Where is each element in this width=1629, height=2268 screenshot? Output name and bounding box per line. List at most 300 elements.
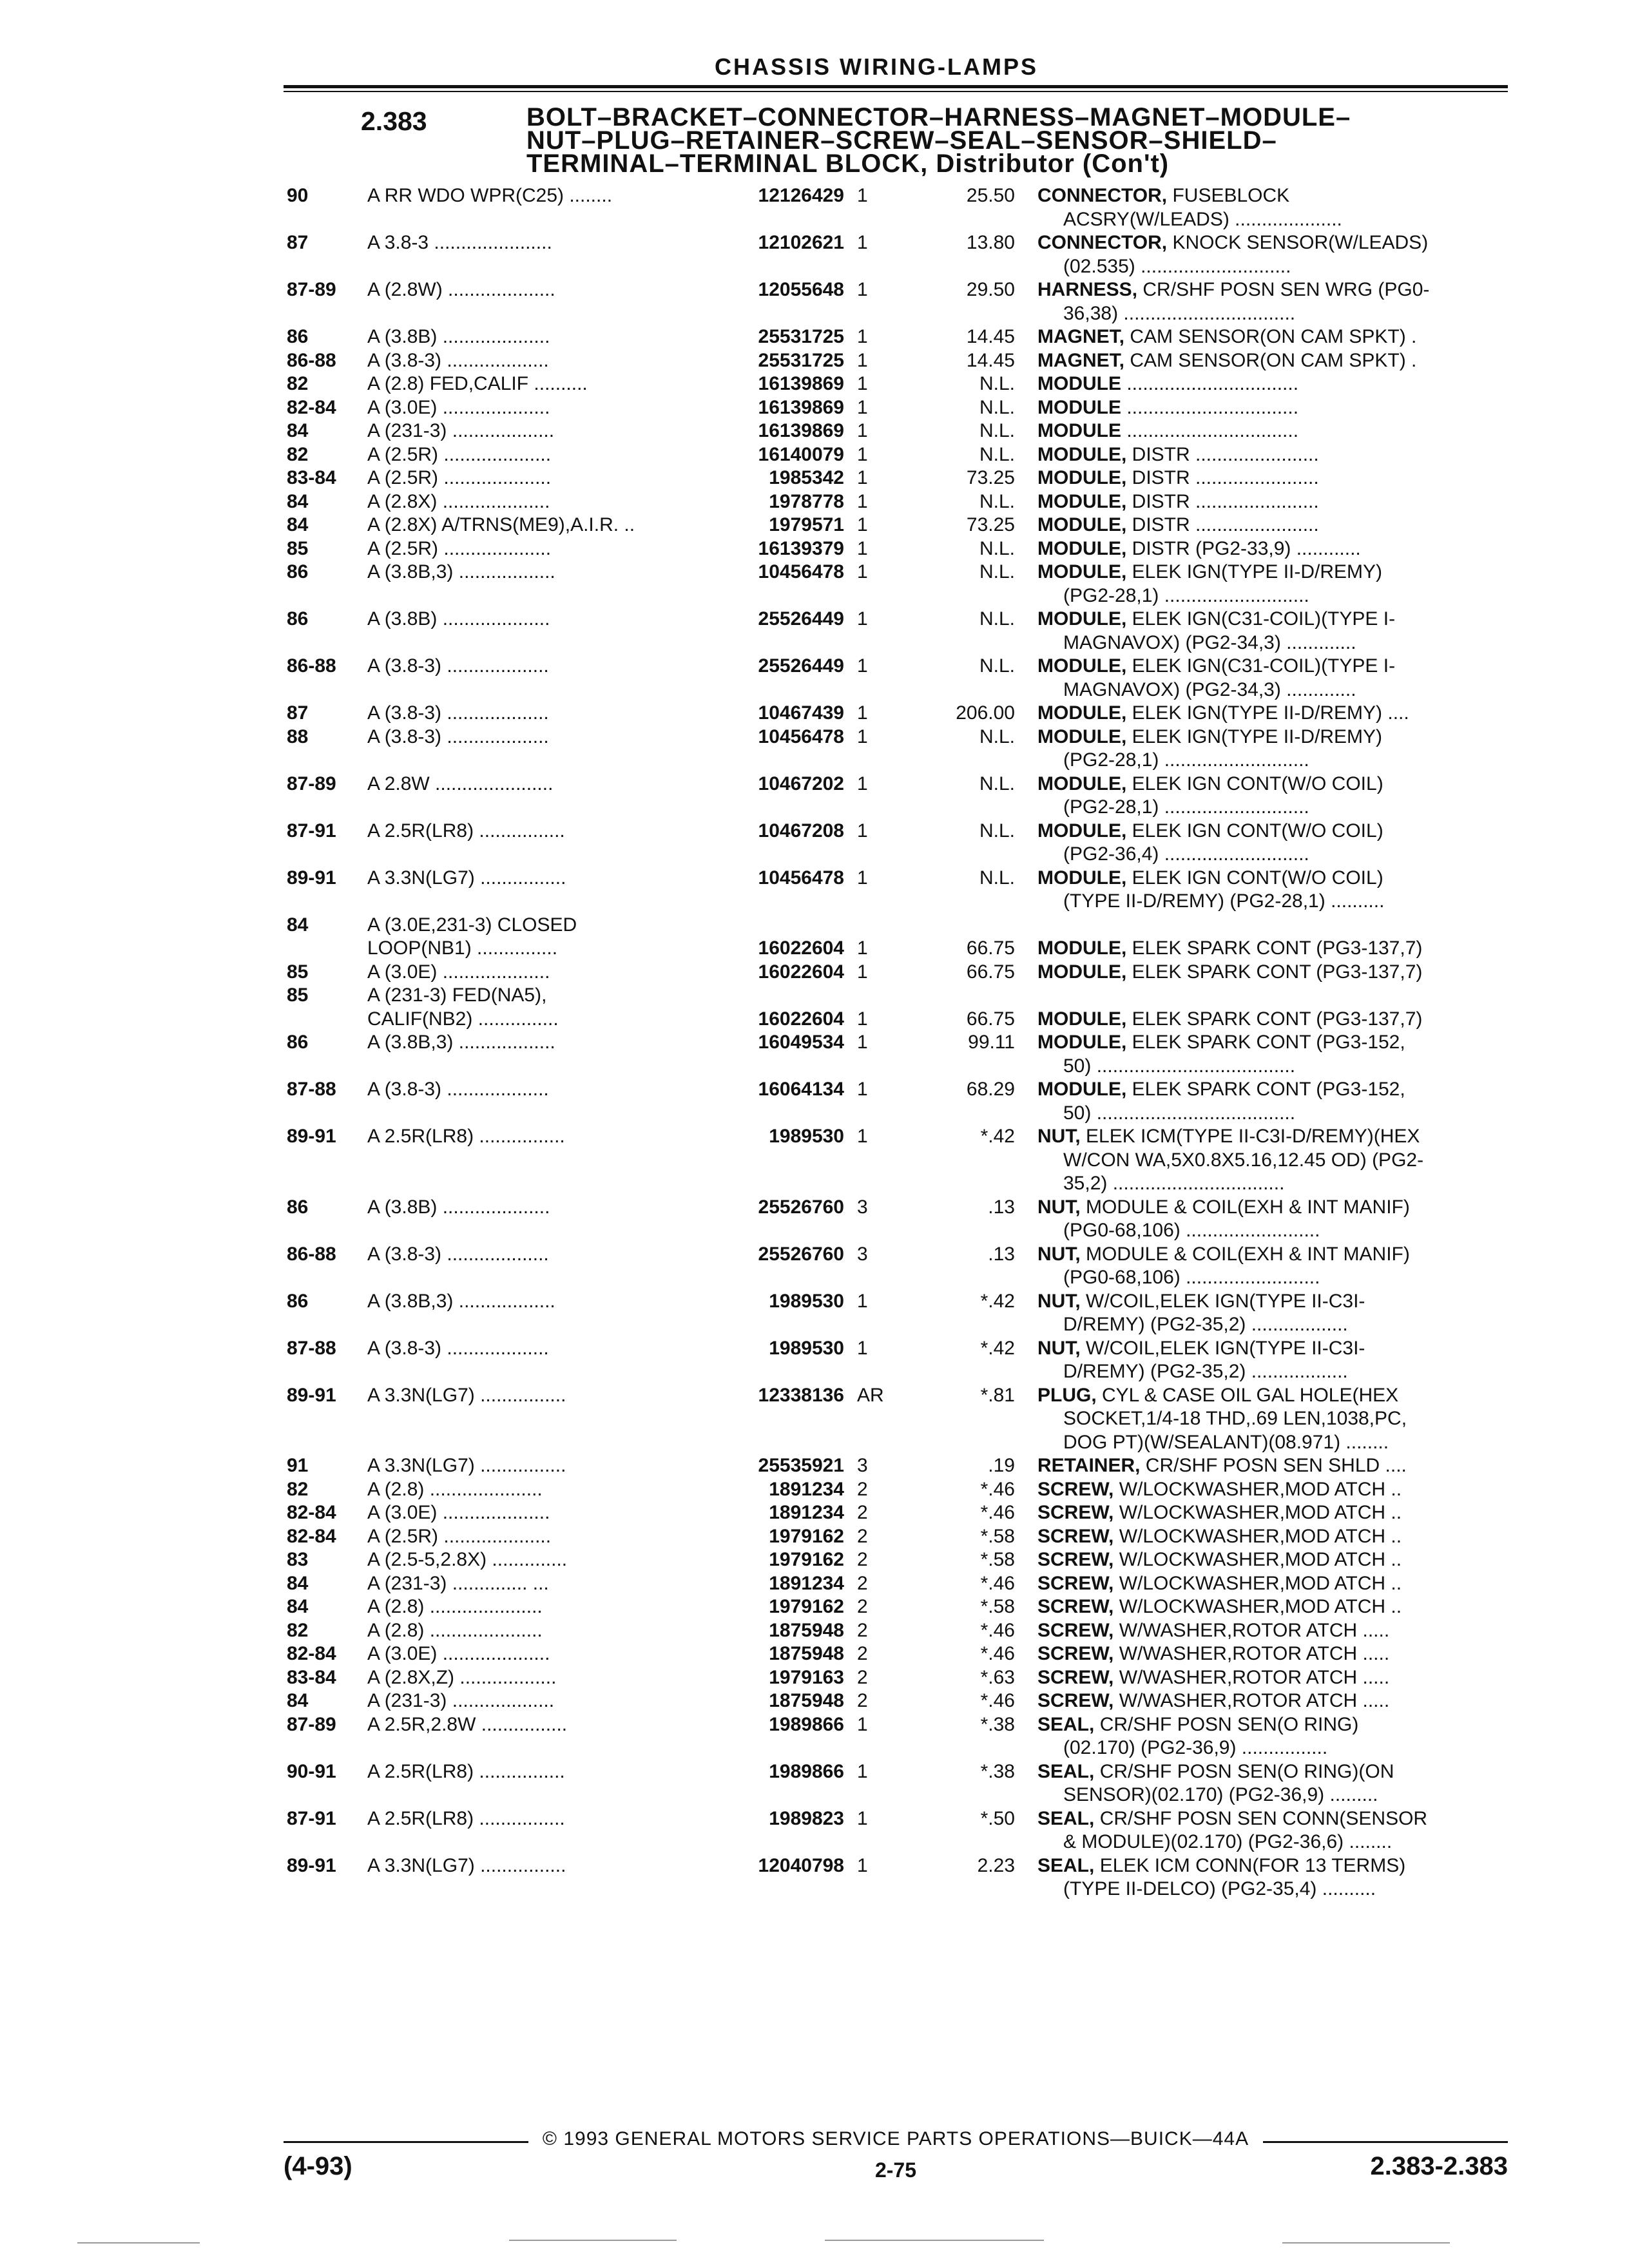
- description-text: ELEK IGN(TYPE II-D/REMY): [1126, 561, 1383, 582]
- parts-entry: [0, 1807, 1629, 1854]
- description-line: [1037, 820, 1514, 843]
- description-line: [1037, 1431, 1514, 1455]
- model-year: 86: [287, 561, 309, 582]
- quantity: 2: [857, 1549, 868, 1570]
- part-number: 1989823: [769, 1807, 844, 1829]
- part-number: 25526449: [758, 655, 844, 677]
- description-line: [1037, 1243, 1514, 1267]
- part-name: MODULE,: [1037, 561, 1127, 582]
- description-text: 50) .....................................: [1063, 1055, 1296, 1077]
- description: [1037, 1689, 1514, 1713]
- application: LOOP(NB1) ...............: [367, 937, 558, 959]
- application: A (3.8-3) ...................: [367, 726, 549, 747]
- description-line: [1037, 184, 1514, 208]
- part-name: SCREW,: [1037, 1502, 1114, 1523]
- quantity: 2: [857, 1666, 868, 1688]
- quantity: 1: [857, 537, 868, 559]
- price: 73.25: [966, 467, 1015, 488]
- description-line: [1037, 1831, 1514, 1854]
- description-text: ................................: [1121, 373, 1299, 394]
- model-year: 82: [287, 1619, 309, 1641]
- application: A (2.5R) ....................: [367, 537, 552, 559]
- description-line: [1037, 1689, 1514, 1713]
- part-number: 1875948: [769, 1619, 844, 1641]
- description-line: [1037, 1313, 1514, 1337]
- description-line: [1037, 1807, 1514, 1831]
- description-line: [1037, 584, 1514, 608]
- part-number: 16139869: [758, 373, 844, 394]
- description-line: [1037, 655, 1514, 678]
- application: A 3.3N(LG7) ................: [367, 867, 566, 889]
- description-line: [1037, 678, 1514, 702]
- part-number: 25526760: [758, 1243, 844, 1265]
- description-line: [1037, 1219, 1514, 1243]
- price: 14.45: [966, 326, 1015, 347]
- description-line: [1037, 1760, 1514, 1784]
- application: A 2.5R,2.8W ................: [367, 1713, 568, 1735]
- part-name: MODULE,: [1037, 608, 1127, 629]
- description-line: [1037, 631, 1514, 655]
- parts-entry: [0, 1501, 1629, 1525]
- price: 2.23: [977, 1854, 1015, 1876]
- quantity: 1: [857, 373, 868, 394]
- quantity: 1: [857, 1760, 868, 1782]
- price: *.46: [980, 1643, 1015, 1664]
- part-number: 1891234: [769, 1478, 844, 1500]
- description-text: DISTR .......................: [1126, 467, 1319, 488]
- part-name: MAGNET,: [1037, 326, 1124, 347]
- quantity: 1: [857, 185, 868, 206]
- description-line: [1037, 255, 1514, 279]
- part-number: 10456478: [758, 726, 844, 747]
- quantity: 2: [857, 1643, 868, 1664]
- model-year: 87-89: [287, 773, 336, 794]
- quantity: 1: [857, 773, 868, 794]
- description: [1037, 372, 1514, 396]
- application: A (3.8-3) ...................: [367, 655, 549, 677]
- description: [1037, 961, 1514, 985]
- model-year: 89-91: [287, 867, 336, 889]
- model-year: 82: [287, 1478, 309, 1500]
- parts-entry: [0, 443, 1629, 467]
- price: 25.50: [966, 185, 1015, 206]
- part-name: MODULE,: [1037, 867, 1127, 889]
- description: [1037, 325, 1514, 349]
- description-line: [1037, 890, 1514, 914]
- quantity: 1: [857, 443, 868, 465]
- part-number: 25526760: [758, 1196, 844, 1218]
- model-year: 87-89: [287, 1713, 336, 1735]
- price: *.42: [980, 1290, 1015, 1312]
- description-line: [1037, 396, 1514, 420]
- parts-entry: [0, 1454, 1629, 1478]
- description-text: MODULE & COIL(EXH & INT MANIF): [1080, 1243, 1410, 1265]
- description-line: [1037, 419, 1514, 443]
- parts-entry: [0, 1337, 1629, 1384]
- description: [1037, 820, 1514, 867]
- description-text: MAGNAVOX) (PG2-34,3) .............: [1063, 678, 1356, 700]
- quantity: 1: [857, 349, 868, 371]
- part-number: 1979163: [769, 1666, 844, 1688]
- parts-entry: [0, 231, 1629, 278]
- parts-entry: [0, 184, 1629, 231]
- parts-entry: [0, 1572, 1629, 1596]
- application: A (3.8-3) ...................: [367, 1337, 549, 1359]
- model-year: 89-91: [287, 1126, 336, 1147]
- part-name: CONNECTOR,: [1037, 185, 1168, 206]
- quantity: 1: [857, 820, 868, 841]
- price: *.46: [980, 1619, 1015, 1641]
- description: [1037, 466, 1514, 490]
- parts-entry: [0, 1478, 1629, 1502]
- description: [1037, 1713, 1514, 1760]
- quantity: 1: [857, 1713, 868, 1735]
- model-year: 85: [287, 985, 309, 1006]
- price: *.42: [980, 1337, 1015, 1359]
- price: 99.11: [968, 1032, 1015, 1053]
- description-line: [1037, 702, 1514, 726]
- description-text: MAGNAVOX) (PG2-34,3) .............: [1063, 631, 1356, 653]
- part-number: 1989530: [769, 1337, 844, 1359]
- description: [1037, 1337, 1514, 1384]
- description: [1037, 1243, 1514, 1290]
- model-year: 83: [287, 1549, 309, 1570]
- model-year: 86: [287, 1196, 309, 1218]
- footer-copyright: © 1993 GENERAL MOTORS SERVICE PARTS OPERATIONS—BUICK—44A: [542, 2128, 1249, 2149]
- model-year: 86: [287, 326, 309, 347]
- model-year: 82: [287, 443, 309, 465]
- description-line: [1037, 1595, 1514, 1619]
- description-line: [1037, 466, 1514, 490]
- model-year: 87-91: [287, 1807, 336, 1829]
- part-name: MODULE,: [1037, 655, 1127, 677]
- description-text: SOCKET,1/4-18 THD,.69 LEN,1038,PC,: [1063, 1408, 1407, 1429]
- model-year: 82-84: [287, 1643, 336, 1664]
- parts-entry: [0, 1713, 1629, 1760]
- description-text: W/CON WA,5X0.8X5.16,12.45 OD) (PG2-: [1063, 1149, 1424, 1171]
- part-name: NUT,: [1037, 1337, 1081, 1359]
- description-text: ELEK ICM(TYPE II-C3I-D/REMY)(HEX: [1080, 1126, 1420, 1147]
- price: 66.75: [966, 961, 1015, 983]
- part-name: SCREW,: [1037, 1666, 1114, 1688]
- parts-entry: [0, 1595, 1629, 1619]
- description-line: [1037, 1642, 1514, 1666]
- model-year: 84: [287, 914, 309, 936]
- part-number: 1891234: [769, 1572, 844, 1594]
- description-line: [1037, 231, 1514, 255]
- part-name: SCREW,: [1037, 1572, 1114, 1594]
- description-line: [1037, 1055, 1514, 1079]
- description: [1037, 1595, 1514, 1619]
- price: N.L.: [979, 373, 1015, 394]
- description-text: (TYPE II-DELCO) (PG2-35,4) ..........: [1063, 1878, 1376, 1899]
- description-line: [1037, 1290, 1514, 1314]
- part-name: NUT,: [1037, 1126, 1081, 1147]
- quantity: 1: [857, 279, 868, 300]
- part-name: SCREW,: [1037, 1525, 1114, 1547]
- section-title-line: NUT–PLUG–RETAINER–SCREW–SEAL–SENSOR–SHIELD–: [526, 126, 1277, 155]
- description-line: [1037, 1149, 1514, 1173]
- quantity: 2: [857, 1690, 868, 1711]
- parts-entry: [0, 773, 1629, 820]
- application: A 3.3N(LG7) ................: [367, 1455, 566, 1476]
- description-text: ELEK IGN CONT(W/O COIL): [1126, 820, 1383, 841]
- model-year: 84: [287, 1690, 309, 1711]
- price: 68.29: [966, 1079, 1015, 1100]
- application: A 3.3N(LG7) ................: [367, 1384, 566, 1406]
- application: A (231-3) FED(NA5),: [367, 985, 547, 1006]
- application: A (2.5R) ....................: [367, 467, 552, 488]
- description-text: ELEK IGN CONT(W/O COIL): [1126, 867, 1383, 889]
- description-text: W/LOCKWASHER,MOD ATCH ..: [1113, 1502, 1402, 1523]
- part-number: 16022604: [758, 937, 844, 959]
- model-year: 82-84: [287, 1525, 336, 1547]
- description: [1037, 1196, 1514, 1243]
- application: A (3.8B,3) ..................: [367, 1032, 555, 1053]
- parts-entry: [0, 349, 1629, 373]
- model-year: 87-91: [287, 820, 336, 841]
- quantity: 1: [857, 1008, 868, 1030]
- model-year: 88: [287, 726, 309, 747]
- price: *.58: [980, 1525, 1015, 1547]
- application: A (3.8B) ....................: [367, 608, 550, 629]
- part-number: 16139869: [758, 396, 844, 418]
- parts-entry: [0, 608, 1629, 655]
- part-name: CONNECTOR,: [1037, 232, 1168, 253]
- description: [1037, 1501, 1514, 1525]
- application: A 2.8W ......................: [367, 773, 554, 794]
- application: A (3.8-3) ...................: [367, 1079, 549, 1100]
- application: A 2.5R(LR8) ................: [367, 1760, 565, 1782]
- model-year: 84: [287, 1596, 309, 1617]
- description-text: (PG0-68,106) .........................: [1063, 1267, 1320, 1288]
- model-year: 85: [287, 537, 309, 559]
- description-text: D/REMY) (PG2-35,2) ..................: [1063, 1361, 1348, 1382]
- page-title: CHASSIS WIRING-LAMPS: [714, 53, 1038, 80]
- part-name: HARNESS,: [1037, 279, 1138, 300]
- description-text: ................................: [1121, 396, 1299, 418]
- footer-rule-right: [1263, 2141, 1508, 2143]
- price: N.L.: [979, 608, 1015, 629]
- description: [1037, 1031, 1514, 1078]
- application: A 3.3N(LG7) ................: [367, 1854, 566, 1876]
- description: [1037, 1572, 1514, 1596]
- description-line: [1037, 1196, 1514, 1220]
- price: N.L.: [979, 655, 1015, 677]
- description-line: [1037, 1854, 1514, 1878]
- quantity: AR: [857, 1384, 884, 1406]
- description-text: MODULE & COIL(EXH & INT MANIF): [1080, 1196, 1410, 1218]
- part-number: 10467208: [758, 820, 844, 841]
- description-line: [1037, 1501, 1514, 1525]
- description-line: [1037, 1478, 1514, 1502]
- application: A (3.0E) ....................: [367, 396, 550, 418]
- description: [1037, 1619, 1514, 1643]
- quantity: 1: [857, 961, 868, 983]
- description-text: W/WASHER,ROTOR ATCH .....: [1113, 1690, 1390, 1711]
- parts-entry: [0, 1642, 1629, 1666]
- description-line: [1037, 1454, 1514, 1478]
- part-number: 1989530: [769, 1126, 844, 1147]
- model-year: 83-84: [287, 467, 336, 488]
- part-name: NUT,: [1037, 1290, 1081, 1312]
- price: *.46: [980, 1572, 1015, 1594]
- description-line: [1037, 773, 1514, 796]
- description: [1037, 349, 1514, 373]
- part-name: MODULE,: [1037, 537, 1127, 559]
- part-name: MODULE,: [1037, 490, 1127, 512]
- application: A (2.8) .....................: [367, 1478, 543, 1500]
- price: N.L.: [979, 726, 1015, 747]
- price: *.46: [980, 1690, 1015, 1711]
- parts-entry: [0, 1031, 1629, 1078]
- application: A (3.8-3) ...................: [367, 349, 549, 371]
- description: [1037, 490, 1514, 514]
- description-text: (PG2-28,1) ...........................: [1063, 584, 1309, 606]
- part-number: 1989530: [769, 1290, 844, 1312]
- part-number: 12338136: [758, 1384, 844, 1406]
- parts-entry: [0, 490, 1629, 514]
- part-name: SEAL,: [1037, 1807, 1095, 1829]
- description-line: [1037, 1878, 1514, 1901]
- description: [1037, 1525, 1514, 1549]
- part-name: SCREW,: [1037, 1549, 1114, 1570]
- description-text: CR/SHF POSN SEN SHLD ....: [1140, 1455, 1407, 1476]
- parts-entry: [0, 1525, 1629, 1549]
- price: 73.25: [966, 514, 1015, 535]
- parts-entry: [0, 1666, 1629, 1690]
- parts-entry: [0, 961, 1629, 985]
- application: A (3.8B) ....................: [367, 1196, 550, 1218]
- parts-entry: [0, 278, 1629, 325]
- description-text: W/LOCKWASHER,MOD ATCH ..: [1113, 1478, 1402, 1500]
- description: [1037, 184, 1514, 231]
- description-line: [1037, 278, 1514, 302]
- description-text: CR/SHF POSN SEN(O RING)(ON: [1094, 1760, 1394, 1782]
- parts-entry: [0, 537, 1629, 561]
- part-number: 1989866: [769, 1760, 844, 1782]
- description-text: ELEK SPARK CONT (PG3-137,7): [1126, 937, 1423, 959]
- description: [1037, 608, 1514, 655]
- description-text: W/WASHER,ROTOR ATCH .....: [1113, 1643, 1390, 1664]
- quantity: 1: [857, 232, 868, 253]
- quantity: 1: [857, 1126, 868, 1147]
- part-name: SEAL,: [1037, 1854, 1095, 1876]
- description-text: SENSOR)(02.170) (PG2-36,9) .........: [1063, 1784, 1378, 1805]
- parts-entry: [0, 1078, 1629, 1125]
- quantity: 1: [857, 467, 868, 488]
- description-text: W/WASHER,ROTOR ATCH .....: [1113, 1666, 1390, 1688]
- application: A RR WDO WPR(C25) ........: [367, 185, 613, 206]
- description-line: [1037, 1736, 1514, 1760]
- description-line: [1037, 796, 1514, 820]
- description: [1037, 937, 1514, 961]
- part-number: 1985342: [769, 467, 844, 488]
- price: N.L.: [979, 537, 1015, 559]
- description-line: [1037, 1548, 1514, 1572]
- price: .19: [988, 1455, 1015, 1476]
- parts-entry: [0, 984, 1629, 1031]
- description-line: [1037, 1266, 1514, 1290]
- application: A (2.8X,Z) ..................: [367, 1666, 557, 1688]
- description-line: [1037, 1384, 1514, 1408]
- part-name: SEAL,: [1037, 1713, 1095, 1735]
- parts-entry: [0, 514, 1629, 537]
- price: *.38: [980, 1713, 1015, 1735]
- description-text: W/WASHER,ROTOR ATCH .....: [1113, 1619, 1390, 1641]
- price: N.L.: [979, 561, 1015, 582]
- application: A (2.8) .....................: [367, 1596, 543, 1617]
- model-year: 84: [287, 1572, 309, 1594]
- price: 66.75: [966, 937, 1015, 959]
- description-text: ELEK IGN(TYPE II-D/REMY): [1126, 726, 1383, 747]
- model-year: 84: [287, 490, 309, 512]
- price: N.L.: [979, 867, 1015, 889]
- quantity: 1: [857, 726, 868, 747]
- application: A (2.8) FED,CALIF ..........: [367, 373, 588, 394]
- header-rule-thick: [284, 85, 1508, 88]
- parts-entry: [0, 419, 1629, 443]
- description-line: [1037, 937, 1514, 961]
- model-year: 86: [287, 608, 309, 629]
- description: [1037, 1478, 1514, 1502]
- description: [1037, 1008, 1514, 1032]
- description-text: (PG2-28,1) ...........................: [1063, 749, 1309, 771]
- quantity: 1: [857, 937, 868, 959]
- part-number: 16140079: [758, 443, 844, 465]
- parts-entry: [0, 1689, 1629, 1713]
- price: 13.80: [966, 232, 1015, 253]
- description-line: [1037, 1572, 1514, 1596]
- application: A 3.8-3 ......................: [367, 232, 552, 253]
- quantity: 1: [857, 1807, 868, 1829]
- description-line: [1037, 490, 1514, 514]
- model-year: 85: [287, 961, 309, 983]
- description-text: (PG2-28,1) ...........................: [1063, 796, 1309, 818]
- part-number: 25531725: [758, 349, 844, 371]
- description: [1037, 514, 1514, 537]
- part-number: 1875948: [769, 1643, 844, 1664]
- description-line: [1037, 1525, 1514, 1549]
- description-text: ELEK SPARK CONT (PG3-137,7): [1126, 961, 1423, 983]
- quantity: 3: [857, 1455, 868, 1476]
- price: *.63: [980, 1666, 1015, 1688]
- description-text: ELEK IGN(TYPE II-D/REMY) ....: [1126, 702, 1409, 724]
- model-year: 90-91: [287, 1760, 336, 1782]
- description-line: [1037, 1360, 1514, 1384]
- model-year: 89-91: [287, 1854, 336, 1876]
- parts-entry: [0, 914, 1629, 961]
- description: [1037, 867, 1514, 914]
- description-text: CAM SENSOR(ON CAM SPKT) .: [1124, 349, 1417, 371]
- description: [1037, 1807, 1514, 1854]
- application: A (231-3) ...................: [367, 1690, 555, 1711]
- part-number: 25526449: [758, 608, 844, 629]
- part-number: 1979571: [769, 514, 844, 535]
- part-name: SCREW,: [1037, 1690, 1114, 1711]
- footer-section-range: 2.383-2.383: [1370, 2152, 1508, 2180]
- quantity: 1: [857, 561, 868, 582]
- price: 29.50: [966, 279, 1015, 300]
- description-line: [1037, 749, 1514, 773]
- part-number: 16022604: [758, 1008, 844, 1030]
- parts-entry: [0, 561, 1629, 608]
- description-text: W/COIL,ELEK IGN(TYPE II-C3I-: [1080, 1337, 1365, 1359]
- part-number: 1989866: [769, 1713, 844, 1735]
- model-year: 86-88: [287, 349, 336, 371]
- part-number: 25535921: [758, 1455, 844, 1476]
- application: A (3.0E) ....................: [367, 1643, 550, 1664]
